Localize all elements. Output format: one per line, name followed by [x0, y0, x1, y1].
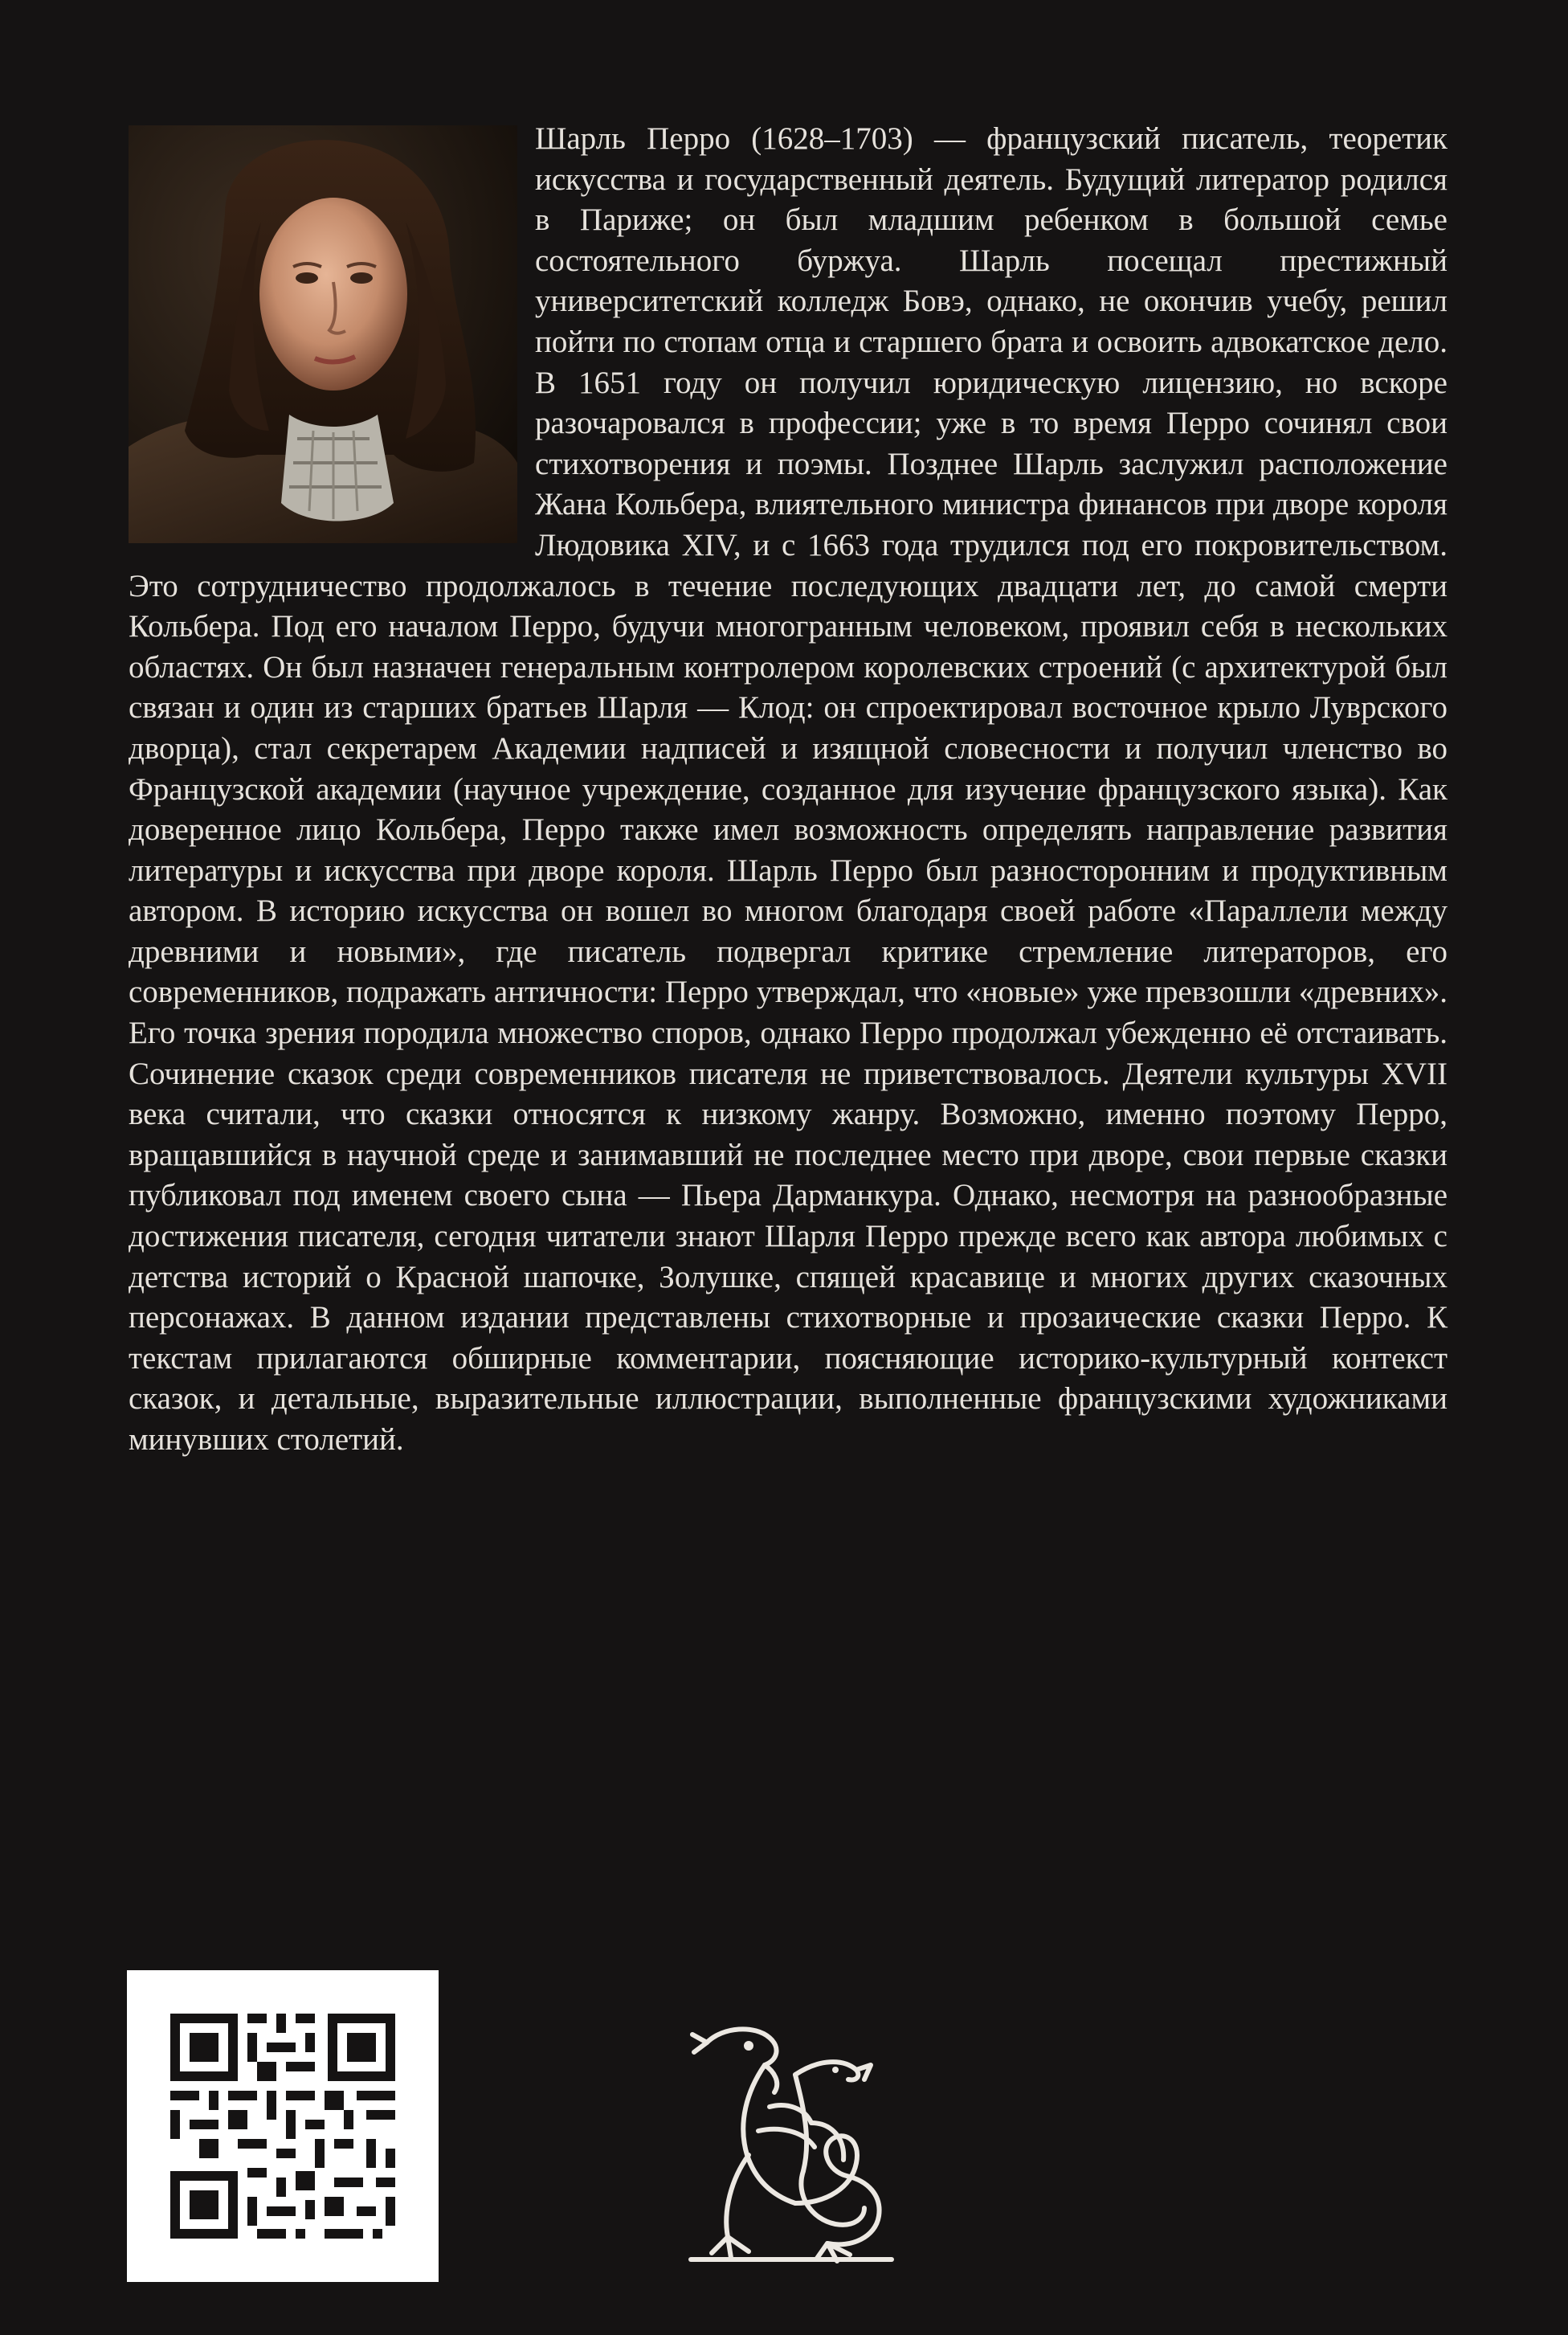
- publisher-logo: [675, 2018, 908, 2268]
- qr-code-icon: [127, 1970, 439, 2282]
- portrait-of-charles-perrault-icon: [129, 125, 517, 543]
- dragon-logo-icon: [675, 2018, 908, 2268]
- author-biography: Шарль Перро (1628–1703) — французский писатель, теоретик искусства и государственный деятель. Будущий литератор родился в Париже; он был младшим ребенком в большой семье состоятельного буржуа. Шарль посещал престижный университетский колледж Бовэ, однако, не окончив учебу, решил пойти по стопам отца и старшего брата и освоить адвокатское дело. В 1651 году он получил юридическую лицензию, но вскоре разочаровался в профессии; уже в то время Перро сочинял свои стихотворения и поэмы. Позднее Шарль заслужил расположение Жана Кольбера, влиятельного министра финансов при дворе короля Людовика XIV, и с 1663 года трудился под его покровительством. Это сотрудничество продолжалось в течение последующих двадцати лет, до самой смерти Кольбера. Под его началом Перро, будучи многогранным человеком, проявил себя в нескольких областях. Он был назначен генеральным контролером королевских строений (с архитектурой был связан и один из старших братьев Шарля — Клод: он спроектировал восточное крыло Луврского дворца), стал секретарем Академии надписей и изящной словесности и получил членство во Французской академии (научное учреждение, созданное для изучение французского языка). Как доверенное лицо Кольбера, Перро также имел возможность определять направление развития литературы и искусства при дворе короля. Шарль Перро был разносторонним и продуктивным автором. В историю искусства он вошел во многом благодаря своей работе «Параллели между древними и новыми», где писатель подвергал критике стремление литераторов, его современников, подражать античности: Перро утверждал, что «новые» уже превзошли «древних». Его точка зрения породила множество споров, однако Перро продолжал убежденно её отстаивать. Сочинение сказок среди современников писателя не приветствовалось. Деятели культуры XVII века считали, что сказки относятся к низкому жанру. Возможно, именно поэтому Перро, вращавшийся в научной среде и занимавший не последнее место при дворе, свои первые сказки публиковал под именем своего сына — Пьера Дарманкура. Однако, несмотря на разнообразные достижения писателя, сегодня читатели знают Шарля Перро прежде всего как автора любимых с детства историй о Красной шапочке, Золушке, спящей красавице и многих других сказочных персонажах. В данном издании представлены стихотворные и прозаические сказки Перро. К текстам прилагаются обширные комментарии, поясняющие историко-культурный контекст сказок, и детальные, выразительные иллюстрации, выполненные французскими художниками минувших столетий.: [129, 121, 1448, 1457]
- qr-code: [127, 1970, 439, 2282]
- back-cover-content: [129, 119, 1448, 1461]
- portrait-image: [129, 125, 517, 543]
